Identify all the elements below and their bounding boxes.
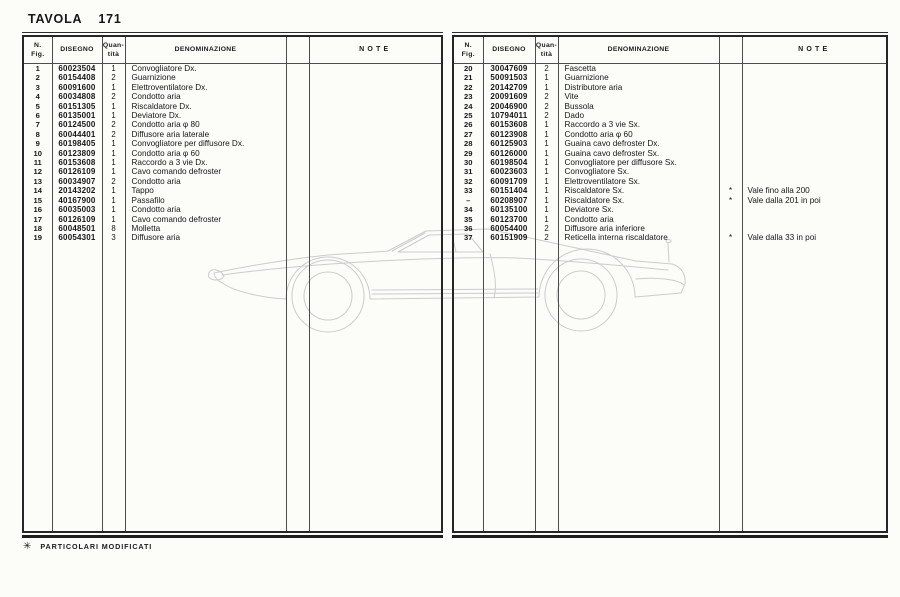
- cell-drawing-number: 20143202: [52, 186, 102, 195]
- footnote-text: PARTICOLARI MODIFICATI: [40, 542, 153, 551]
- cell-denomination: Condotto aria: [125, 92, 286, 101]
- cell-fig-number: 30: [453, 158, 483, 167]
- cell-fig-number: 9: [23, 139, 52, 148]
- cell-quantity: 1: [102, 158, 125, 167]
- cell-note: [309, 130, 442, 139]
- cell-denomination: Raccordo a 3 vie Dx.: [125, 158, 286, 167]
- table-row: [23, 92, 442, 101]
- cell-modified-mark: [286, 120, 309, 129]
- cell-quantity: 2: [535, 92, 558, 101]
- table-row: [453, 158, 887, 167]
- cell-note: [742, 120, 887, 129]
- table-top-rule: [22, 32, 443, 33]
- cell-modified-mark: [719, 205, 742, 214]
- cell-fig-number: 14: [23, 186, 52, 195]
- cell-fig-number: 37: [453, 233, 483, 242]
- cell-note: [309, 64, 442, 74]
- cell-fig-number: 19: [23, 233, 52, 242]
- cell-fig-number: 4: [23, 92, 52, 101]
- cell-fig-number: 6: [23, 111, 52, 120]
- cell-quantity: 1: [535, 167, 558, 176]
- cell-fig-number: 36: [453, 224, 483, 233]
- cell-drawing-number: 60123700: [483, 215, 535, 224]
- cell-modified-mark: [286, 177, 309, 186]
- cell-modified-mark: [719, 120, 742, 129]
- table-row: [23, 73, 442, 82]
- table-row: [453, 111, 887, 120]
- cell-denomination: Convogliatore Dx.: [125, 64, 286, 74]
- cell-quantity: 2: [535, 111, 558, 120]
- table-row: [453, 224, 887, 233]
- cell-quantity: 1: [102, 111, 125, 120]
- table-row: [453, 139, 887, 148]
- cell-denomination: Vite: [558, 92, 719, 101]
- cell-note: [309, 102, 442, 111]
- cell-fig-number: 27: [453, 130, 483, 139]
- cell-drawing-number: 60126000: [483, 149, 535, 158]
- cell-quantity: 1: [102, 83, 125, 92]
- column-header-note: NOTE: [742, 36, 887, 64]
- cell-quantity: 2: [102, 73, 125, 82]
- cell-quantity: 1: [535, 177, 558, 186]
- cell-fig-number: 18: [23, 224, 52, 233]
- cell-quantity: 1: [102, 102, 125, 111]
- cell-drawing-number: 30047609: [483, 64, 535, 74]
- cell-quantity: 1: [102, 205, 125, 214]
- cell-note: Vale dalla 201 in poi: [747, 195, 821, 205]
- cell-drawing-number: 40167900: [52, 196, 102, 205]
- page-title: [28, 12, 122, 26]
- cell-fig-number: 5: [23, 102, 52, 111]
- cell-fig-number: 16: [23, 205, 52, 214]
- table-row: [453, 196, 887, 205]
- column-header-qty: Quan- tità: [102, 36, 125, 64]
- column-header-denominazione: DENOMINAZIONE: [558, 36, 719, 64]
- filler-row: [23, 243, 442, 532]
- cell-drawing-number: 60208907: [483, 196, 535, 205]
- cell-note: [742, 215, 887, 224]
- table-row: [453, 83, 887, 92]
- cell-drawing-number: 60035003: [52, 205, 102, 214]
- table-row: [453, 130, 887, 139]
- cell-modified-mark: [286, 196, 309, 205]
- table-row: [23, 83, 442, 92]
- cell-note: [742, 167, 887, 176]
- parts-table-right-grid: [452, 35, 888, 533]
- page-title-label: TAVOLA: [28, 12, 83, 26]
- table-row: [23, 111, 442, 120]
- cell-note: [309, 149, 442, 158]
- cell-drawing-number: 60125903: [483, 139, 535, 148]
- table-row: [23, 224, 442, 233]
- cell-denomination: Convogliatore per diffusore Sx.: [558, 158, 719, 167]
- table-row: [23, 233, 442, 242]
- cell-denomination: Tappo: [125, 186, 286, 195]
- cell-quantity: 1: [102, 215, 125, 224]
- cell-quantity: 1: [102, 196, 125, 205]
- cell-quantity: 2: [535, 102, 558, 111]
- cell-note: [309, 205, 442, 214]
- cell-drawing-number: 60151404: [483, 186, 535, 195]
- cell-modified-mark: [286, 92, 309, 101]
- cell-quantity: 2: [102, 130, 125, 139]
- cell-drawing-number: 60151909: [483, 233, 535, 242]
- table-row: [23, 139, 442, 148]
- cell-denomination: Elettroventilatore Sx.: [558, 177, 719, 186]
- cell-fig-number: 20: [453, 64, 483, 74]
- table-row: [453, 102, 887, 111]
- cell-note: [742, 139, 887, 148]
- table-row: [23, 102, 442, 111]
- cell-fig-number: 32: [453, 177, 483, 186]
- cell-note: [309, 196, 442, 205]
- cell-denomination: Convogliatore per diffusore Dx.: [125, 139, 286, 148]
- cell-denomination: Diffusore aria laterale: [125, 130, 286, 139]
- cell-drawing-number: 60123908: [483, 130, 535, 139]
- cell-quantity: 2: [535, 64, 558, 74]
- table-row: [453, 149, 887, 158]
- cell-quantity: 1: [535, 120, 558, 129]
- cell-modified-mark: [719, 149, 742, 158]
- cell-note: [742, 102, 887, 111]
- cell-drawing-number: 60054301: [52, 233, 102, 242]
- cell-note: Vale fino alla 200: [747, 186, 810, 196]
- cell-drawing-number: 60135100: [483, 205, 535, 214]
- cell-modified-mark: [719, 64, 742, 74]
- cell-fig-number: 31: [453, 167, 483, 176]
- cell-modified-mark: [286, 111, 309, 120]
- table-row: [453, 167, 887, 176]
- column-header-fig: N. Fig.: [23, 36, 52, 64]
- cell-denomination: Raccordo a 3 vie Sx.: [558, 120, 719, 129]
- column-header-note: NOTE: [309, 36, 442, 64]
- cell-modified-mark: [286, 139, 309, 148]
- table-top-rule: [452, 32, 888, 33]
- cell-denomination: Diffusore aria inferiore: [558, 224, 719, 233]
- cell-note: [742, 83, 887, 92]
- cell-note: [742, 111, 887, 120]
- cell-fig-number: 28: [453, 139, 483, 148]
- cell-denomination: Elettroventilatore Dx.: [125, 83, 286, 92]
- table-row: [23, 149, 442, 158]
- cell-modified-mark: [719, 158, 742, 167]
- cell-drawing-number: 60153608: [52, 158, 102, 167]
- cell-denomination: Dado: [558, 111, 719, 120]
- cell-modified-mark: [719, 139, 742, 148]
- cell-denomination: Condotto aria: [125, 177, 286, 186]
- cell-note: [309, 73, 442, 82]
- cell-quantity: 1: [535, 139, 558, 148]
- cell-quantity: 1: [535, 186, 558, 195]
- cell-modified-mark: [286, 158, 309, 167]
- cell-modified-mark: [286, 186, 309, 195]
- header-row: [23, 36, 442, 64]
- column-header-disegno: DISEGNO: [483, 36, 535, 64]
- cell-quantity: 2: [535, 224, 558, 233]
- cell-drawing-number: 20091609: [483, 92, 535, 101]
- table-row: [23, 186, 442, 195]
- cell-drawing-number: 60034808: [52, 92, 102, 101]
- cell-drawing-number: 60135001: [52, 111, 102, 120]
- cell-drawing-number: 60044401: [52, 130, 102, 139]
- cell-drawing-number: 60034907: [52, 177, 102, 186]
- cell-fig-number: 1: [23, 64, 52, 74]
- cell-fig-number: –: [453, 196, 483, 205]
- cell-quantity: 1: [102, 186, 125, 195]
- cell-note: [309, 139, 442, 148]
- cell-modified-mark: [286, 205, 309, 214]
- cell-denomination: Molletta: [125, 224, 286, 233]
- cell-denomination: Riscaldatore Sx.: [558, 196, 719, 205]
- cell-quantity: 2: [102, 177, 125, 186]
- column-header-star: [719, 36, 742, 64]
- cell-fig-number: 29: [453, 149, 483, 158]
- cell-drawing-number: 60151305: [52, 102, 102, 111]
- cell-drawing-number: 60198504: [483, 158, 535, 167]
- cell-modified-mark: [719, 111, 742, 120]
- cell-note: [309, 111, 442, 120]
- cell-quantity: 8: [102, 224, 125, 233]
- cell-quantity: 1: [535, 149, 558, 158]
- cell-denomination: Condotto aria: [125, 205, 286, 214]
- table-row: [453, 215, 887, 224]
- cell-note: [742, 158, 887, 167]
- cell-quantity: 1: [535, 73, 558, 82]
- cell-fig-number: 11: [23, 158, 52, 167]
- table-row: [23, 177, 442, 186]
- cell-drawing-number: 60054400: [483, 224, 535, 233]
- cell-denomination: Guaina cavo defroster Sx.: [558, 149, 719, 158]
- cell-fig-number: 34: [453, 205, 483, 214]
- cell-denomination: Convogliatore Sx.: [558, 167, 719, 176]
- cell-modified-mark: [719, 92, 742, 101]
- cell-fig-number: 2: [23, 73, 52, 82]
- cell-modified-mark: [286, 167, 309, 176]
- cell-fig-number: 12: [23, 167, 52, 176]
- cell-note: [309, 224, 442, 233]
- cell-fig-number: 33: [453, 186, 483, 195]
- cell-note: [742, 149, 887, 158]
- cell-drawing-number: 60048501: [52, 224, 102, 233]
- cell-drawing-number: 60124500: [52, 120, 102, 129]
- cell-drawing-number: 60154408: [52, 73, 102, 82]
- cell-note: [742, 92, 887, 101]
- cell-modified-mark: *: [719, 196, 742, 205]
- cell-quantity: 1: [535, 83, 558, 92]
- column-header-star: [286, 36, 309, 64]
- cell-modified-mark: [286, 233, 309, 242]
- table-row: [453, 64, 887, 74]
- cell-modified-mark: [719, 177, 742, 186]
- cell-denomination: Bussola: [558, 102, 719, 111]
- cell-drawing-number: 10794011: [483, 111, 535, 120]
- cell-denomination: Riscaldatore Dx.: [125, 102, 286, 111]
- footnote: [23, 541, 152, 552]
- column-header-denominazione: DENOMINAZIONE: [125, 36, 286, 64]
- table-row: [453, 177, 887, 186]
- header-row: [453, 36, 887, 64]
- cell-drawing-number: 60153608: [483, 120, 535, 129]
- asterisk-icon: ✳: [23, 541, 32, 552]
- cell-denomination: Guaina cavo defroster Dx.: [558, 139, 719, 148]
- cell-drawing-number: 60198405: [52, 139, 102, 148]
- cell-quantity: 1: [535, 205, 558, 214]
- cell-denomination: Cavo comando defroster: [125, 215, 286, 224]
- cell-denomination: Condotto aria φ 60: [558, 130, 719, 139]
- cell-modified-mark: [286, 83, 309, 92]
- cell-denomination: Condotto aria φ 80: [125, 120, 286, 129]
- table-row: [453, 233, 887, 242]
- cell-note: [309, 83, 442, 92]
- cell-drawing-number: 20142709: [483, 83, 535, 92]
- table-row: [23, 215, 442, 224]
- column-header-fig: N. Fig.: [453, 36, 483, 64]
- cell-note: [309, 158, 442, 167]
- table-row: [23, 120, 442, 129]
- cell-drawing-number: 60123809: [52, 149, 102, 158]
- cell-modified-mark: [719, 73, 742, 82]
- cell-fig-number: 13: [23, 177, 52, 186]
- cell-fig-number: 24: [453, 102, 483, 111]
- cell-quantity: 2: [535, 233, 558, 242]
- parts-table-right: [452, 32, 888, 538]
- cell-fig-number: 8: [23, 130, 52, 139]
- cell-note: [742, 64, 887, 74]
- cell-quantity: 1: [535, 215, 558, 224]
- column-header-disegno: DISEGNO: [52, 36, 102, 64]
- cell-denomination: Fascetta: [558, 64, 719, 74]
- cell-note: [742, 177, 887, 186]
- cell-denomination: Reticella interna riscaldatore: [558, 233, 719, 242]
- cell-note: [309, 92, 442, 101]
- table-bottom-rule: [452, 535, 888, 538]
- cell-denomination: Guarnizione: [125, 73, 286, 82]
- cell-modified-mark: [286, 215, 309, 224]
- table-row: [23, 158, 442, 167]
- cell-quantity: 1: [102, 139, 125, 148]
- table-row: [453, 73, 887, 82]
- table-row: [23, 167, 442, 176]
- table-row: [23, 130, 442, 139]
- cell-note: [309, 215, 442, 224]
- cell-drawing-number: 60126109: [52, 215, 102, 224]
- cell-drawing-number: 50091503: [483, 73, 535, 82]
- cell-note: [309, 120, 442, 129]
- cell-modified-mark: [719, 83, 742, 92]
- table-bottom-rule: [22, 535, 443, 538]
- cell-note: [309, 177, 442, 186]
- cell-drawing-number: 60091600: [52, 83, 102, 92]
- cell-note: [742, 73, 887, 82]
- cell-quantity: 1: [102, 149, 125, 158]
- cell-modified-mark: [286, 149, 309, 158]
- cell-note: [309, 167, 442, 176]
- table-row: [23, 64, 442, 74]
- cell-fig-number: 15: [23, 196, 52, 205]
- cell-quantity: 3: [102, 233, 125, 242]
- cell-modified-mark: [719, 130, 742, 139]
- cell-quantity: 1: [535, 196, 558, 205]
- page-title-number: 171: [98, 12, 122, 26]
- cell-note: Vale dalla 33 in poi: [747, 233, 817, 243]
- cell-denomination: Distributore aria: [558, 83, 719, 92]
- cell-fig-number: 17: [23, 215, 52, 224]
- table-row: [453, 92, 887, 101]
- cell-fig-number: 3: [23, 83, 52, 92]
- cell-modified-mark: [286, 224, 309, 233]
- cell-modified-mark: *: [719, 186, 742, 195]
- cell-note: [309, 233, 442, 242]
- cell-quantity: 2: [102, 120, 125, 129]
- cell-note: [742, 224, 887, 233]
- cell-denomination: Diffusore aria: [125, 233, 286, 242]
- cell-drawing-number: 60023504: [52, 64, 102, 74]
- cell-quantity: 2: [102, 92, 125, 101]
- cell-denomination: Condotto aria φ 60: [125, 149, 286, 158]
- cell-quantity: 1: [102, 167, 125, 176]
- table-row: [453, 205, 887, 214]
- table-row: [453, 186, 887, 195]
- cell-modified-mark: *: [719, 233, 742, 242]
- cell-modified-mark: [719, 102, 742, 111]
- column-header-qty: Quan- tità: [535, 36, 558, 64]
- cell-denomination: Deviatore Dx.: [125, 111, 286, 120]
- cell-drawing-number: 20046900: [483, 102, 535, 111]
- table-row: [23, 196, 442, 205]
- cell-drawing-number: 60091709: [483, 177, 535, 186]
- cell-fig-number: 25: [453, 111, 483, 120]
- cell-drawing-number: 60126109: [52, 167, 102, 176]
- cell-modified-mark: [719, 224, 742, 233]
- cell-denomination: Cavo comando defroster: [125, 167, 286, 176]
- table-row: [23, 205, 442, 214]
- table-row: [453, 120, 887, 129]
- cell-modified-mark: [286, 102, 309, 111]
- cell-modified-mark: [286, 64, 309, 74]
- cell-note: [742, 130, 887, 139]
- parts-table-left-grid: [22, 35, 443, 533]
- cell-note: [742, 205, 887, 214]
- cell-fig-number: 10: [23, 149, 52, 158]
- cell-fig-number: 7: [23, 120, 52, 129]
- filler-row: [453, 243, 887, 532]
- cell-modified-mark: [719, 167, 742, 176]
- cell-denomination: Riscaldatore Sx.: [558, 186, 719, 195]
- cell-denomination: Guarnizione: [558, 73, 719, 82]
- cell-drawing-number: 60023603: [483, 167, 535, 176]
- cell-fig-number: 22: [453, 83, 483, 92]
- cell-fig-number: 35: [453, 215, 483, 224]
- cell-denomination: Condotto aria: [558, 215, 719, 224]
- cell-modified-mark: [719, 215, 742, 224]
- cell-quantity: 1: [535, 130, 558, 139]
- cell-quantity: 1: [535, 158, 558, 167]
- parts-table-left: [22, 32, 443, 538]
- cell-modified-mark: [286, 130, 309, 139]
- cell-fig-number: 26: [453, 120, 483, 129]
- cell-note: [309, 186, 442, 195]
- cell-modified-mark: [286, 73, 309, 82]
- cell-quantity: 1: [102, 64, 125, 74]
- cell-denomination: Passafilo: [125, 196, 286, 205]
- cell-fig-number: 21: [453, 73, 483, 82]
- cell-denomination: Deviatore Sx.: [558, 205, 719, 214]
- cell-fig-number: 23: [453, 92, 483, 101]
